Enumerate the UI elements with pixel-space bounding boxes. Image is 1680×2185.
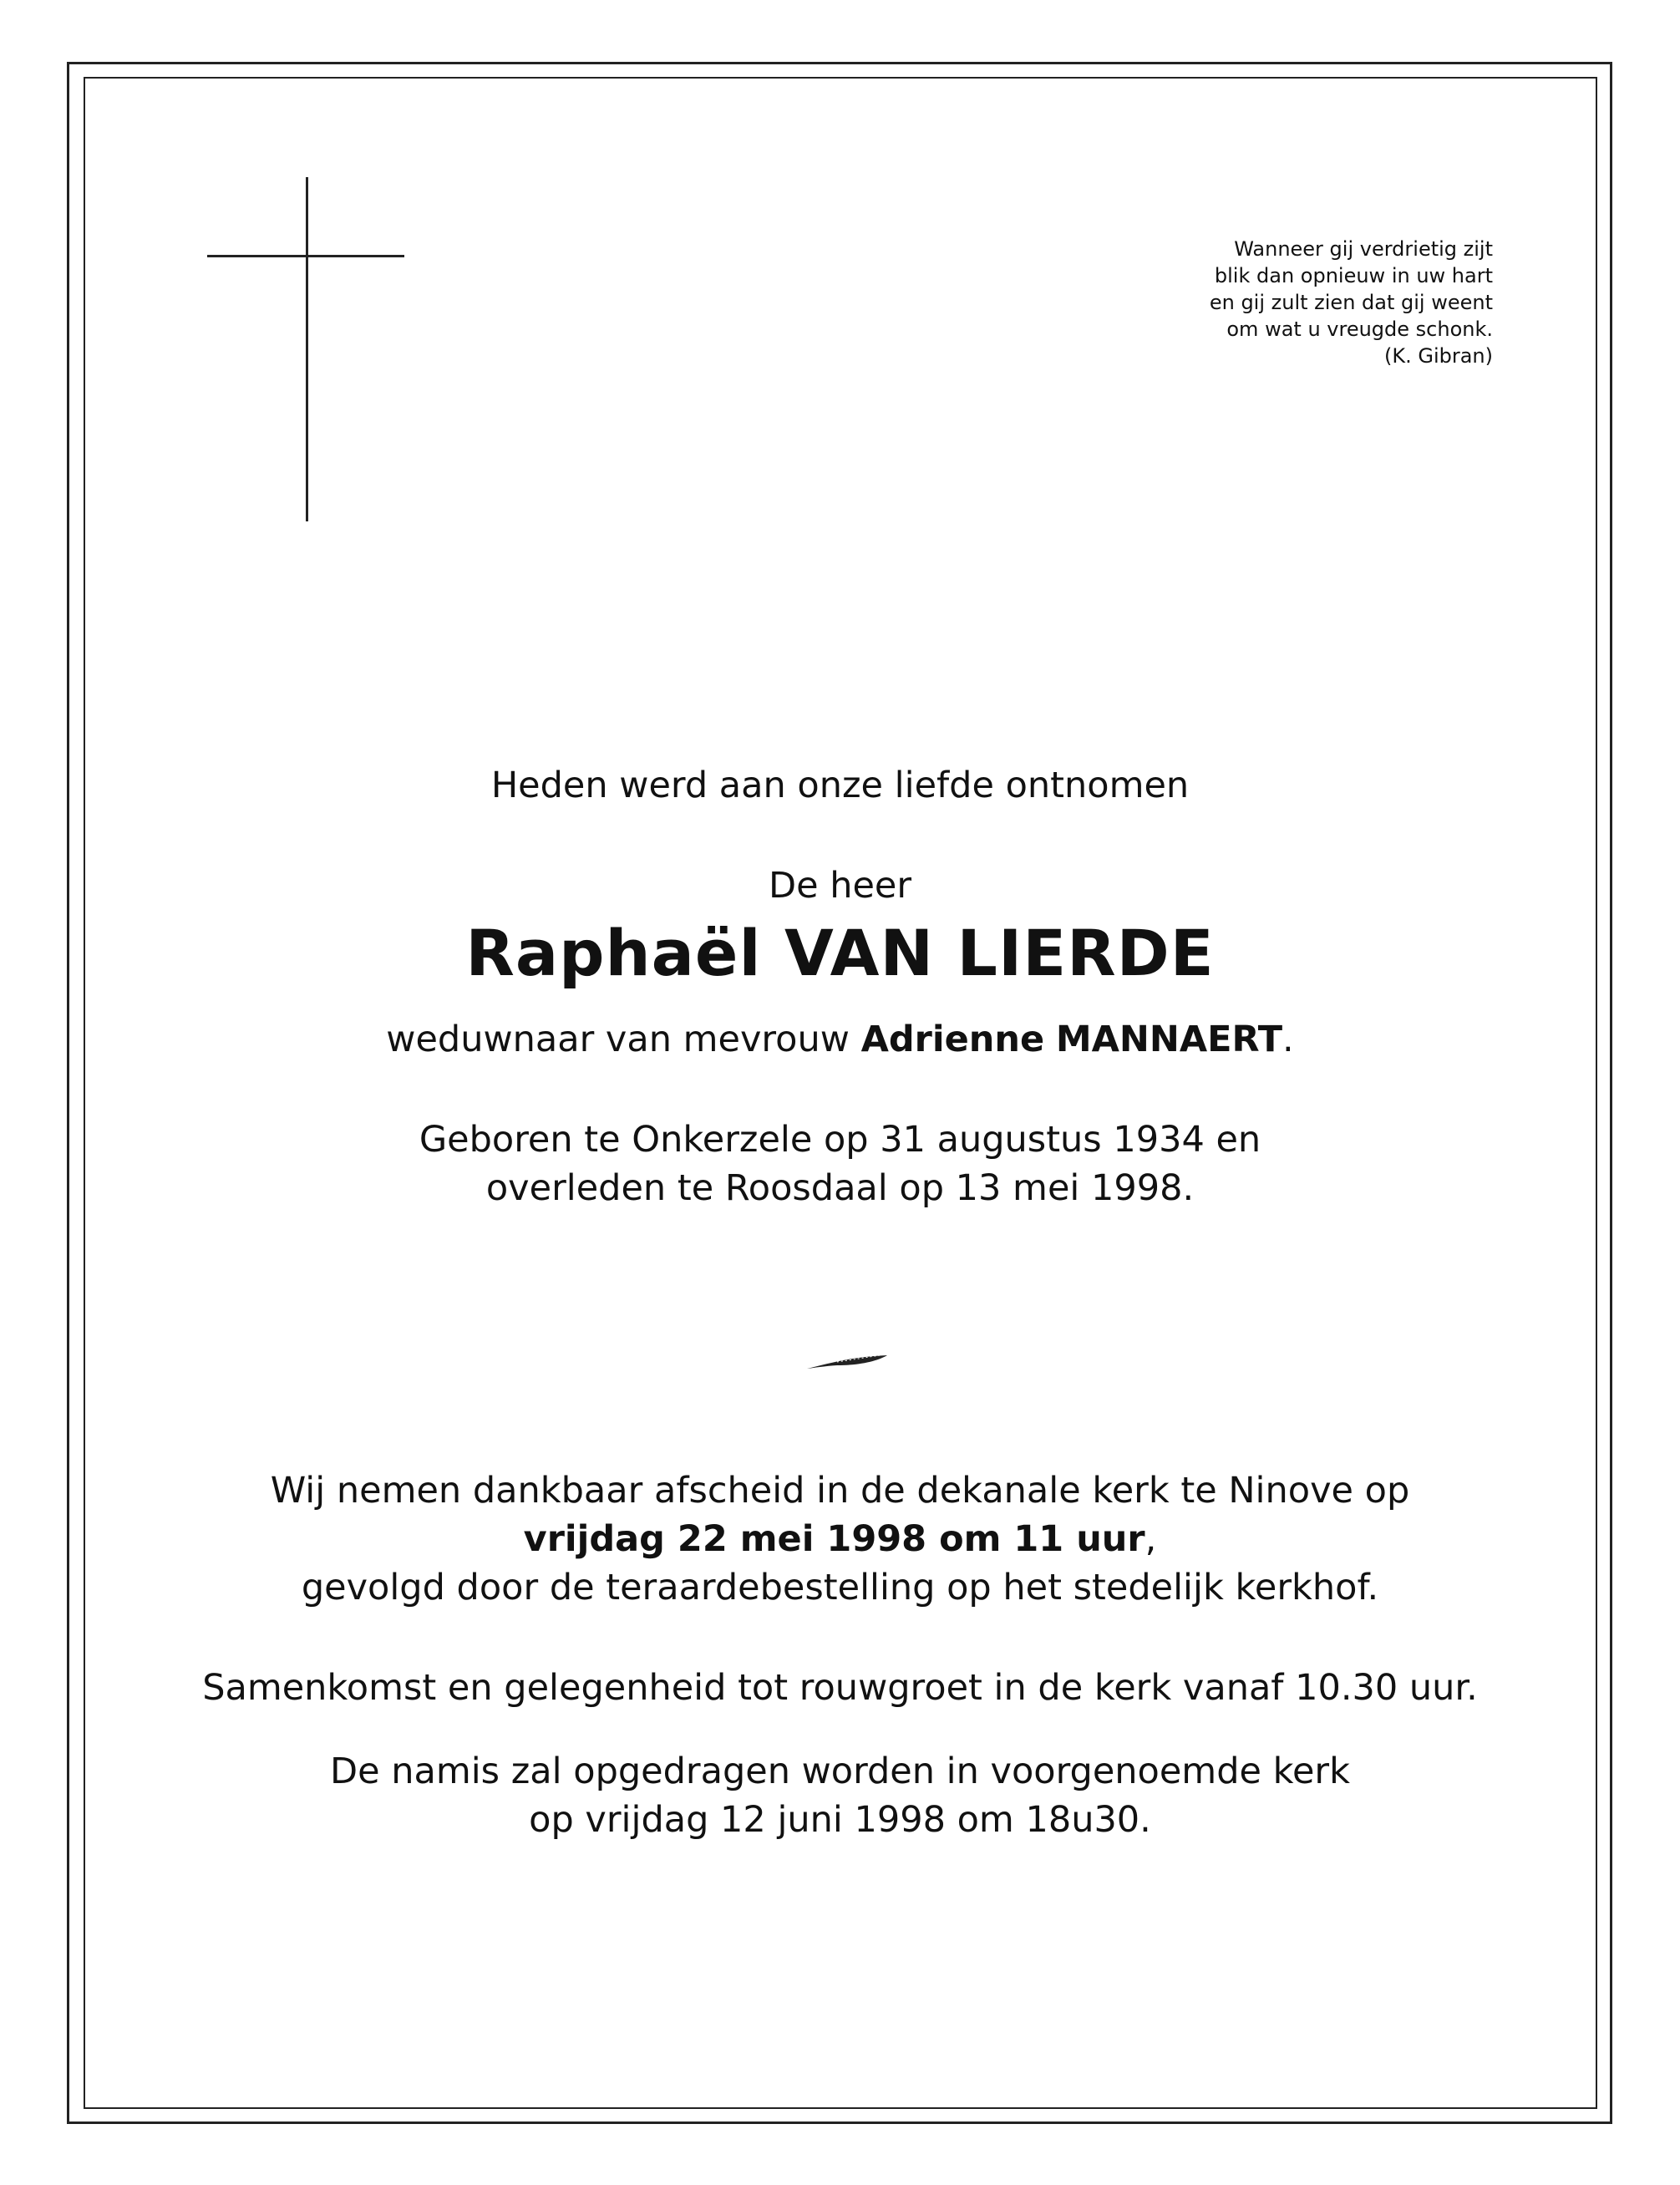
farewell-line: Wij nemen dankbaar afscheid in de dekanale kerk te Ninove op — [270, 1470, 1410, 1512]
spouse-suffix: . — [1282, 1019, 1294, 1060]
birth-line: Geboren te Onkerzele op 31 augustus 1934 en — [419, 1119, 1261, 1161]
spouse-line — [0, 1018, 1680, 1061]
mass-line-1: De namis zal opgedragen worden in voorgenoemde kerk — [329, 1751, 1351, 1792]
deceased-name: Raphaël VAN LIERDE — [465, 916, 1215, 990]
gibran-quote — [1210, 236, 1493, 369]
quote-line: en gij zult zien dat gij weent — [1209, 291, 1493, 314]
quote-line: Wanneer gij verdrietig zijt — [1234, 237, 1493, 261]
cross-horizontal-bar — [207, 255, 404, 257]
quote-attribution: (K. Gibran) — [1383, 344, 1493, 368]
quote-line: blik dan opnieuw in uw hart — [1214, 264, 1493, 287]
gathering-line: Samenkomst en gelegenheid tot rouwgroet in de kerk vanaf 10.30 uur. — [202, 1667, 1478, 1709]
burial-line: gevolgd door de teraardebestelling op het stedelijk kerkhof. — [301, 1567, 1379, 1608]
service-date: vrijdag 22 mei 1998 om 11 uur — [523, 1518, 1145, 1560]
honorific: De heer — [768, 865, 912, 907]
spouse-prefix: weduwnaar van mevrouw — [386, 1019, 850, 1060]
intro-line: Heden werd aan onze liefde ontnomen — [490, 765, 1190, 806]
death-line: overleden te Roosdaal op 13 mei 1998. — [485, 1167, 1195, 1209]
spouse-last-name: MANNAERT — [1055, 1019, 1283, 1060]
feather-ornament-icon — [804, 1345, 896, 1375]
cross-vertical-bar — [306, 177, 308, 521]
service-date-suffix: , — [1145, 1518, 1157, 1560]
mass-line-2: op vrijdag 12 juni 1998 om 18u30. — [529, 1799, 1151, 1841]
spouse-first-name: Adrienne — [860, 1019, 1045, 1060]
quote-line: om wat u vreugde schonk. — [1226, 318, 1493, 341]
service-date-line — [0, 1517, 1680, 1561]
